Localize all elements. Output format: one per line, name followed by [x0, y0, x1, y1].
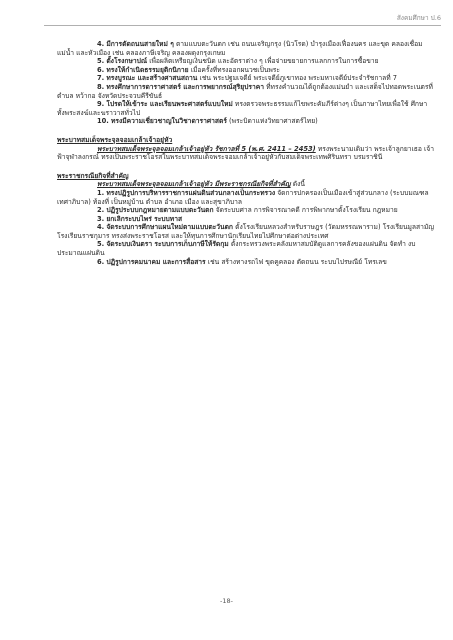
list-item: 8. ทรงศึกษาการดาราศาสตร์ และการพยากรณ์สุริยุปราคา ที่ทรงคำนวณได้ถูกต้องแม่นยำ และเสด็จไปทอดพระเนตรที่ตำบล หว้ากอ จังหวัดประจวบคีรีขันธ์ [57, 82, 433, 100]
list-item: 9. โปรดให้เข้าระ และเรียนพระศาสตร์แบบใหม่ ทรงตรวจพระธรรมแก้ไขพระคัมภีร์ต่างๆ เป็นภาษาไทยเพื่อใช้ ศึกษาทั้งพระสงฆ์และฆราวาสทั่วไป [57, 100, 428, 117]
list-item: 5. ตั้งโรงกษาปณ์ เพื่อผลิตเหรียญเงินชนิด และอัตราต่าง ๆ เพื่อจ่ายขยายการแลกการในการซื้อขาย [97, 57, 379, 66]
document-body [57, 40, 434, 266]
list-item: 3. ยกเลิกระบบไพร่ ระบบทาส [97, 214, 183, 223]
list-item: 1. ทรงปฏิรูปการบริหารราชการแผ่นดินส่วนกลางเป็นกระทรวง จัดการปกครองเป็นเมืองเข้าสู่ส่วนกลาง (ระบบมณฑลเทศาภิบาล) ท้องที่ เป็นหมู่บ้าน ตำบล อำเภอ เมือง และสุขาภิบาล [57, 188, 429, 206]
section-heading-duties: พระราชกรณียกิจที่สำคัญ [57, 171, 129, 180]
section-heading-king: พระบาทสมเด็จพระจุลจอมเกล้าเจ้าอยู่หัว [57, 135, 173, 144]
section1-list [57, 40, 434, 126]
biography-paragraph: พระบาทสมเด็จพระจุลจอมเกล้าเจ้าอยู่หัว รัชกาลที่ 5 (พ.ศ. 2411 – 2453) ทรงพระนามเดิมว่า พระเจ้าลูกยาเธอ เจ้าฟ้าจุฬาลงกรณ์ ทรงเป็นพระราชโอรสในพระบาทสมเด็จพระจอมเกล้าเจ้าอยู่หัวกับสมเด็จพระเทพศิรินทรา บรมราชินี [57, 144, 434, 162]
list-item: 2. ปฏิรูประบบกฎหมายตามแบบตะวันตก จัดระบบศาล การพิจารณาคดี การพิพากษาตั้งโรงเรียน กฎหมาย [97, 206, 398, 215]
list-item: 5. จัดระบบเงินตรา ระบบการเก็บภาษีให้รัดกุม ตั้งกระทรวงพระคลังมหาสมบัติดูแลการคลังของแผ่นดิน จัดทำ งบประมาณแผ่นดิน [57, 240, 416, 258]
list-item: 4. จัดระบบการศึกษาแผนใหม่ตามแบบตะวันตก ตั้งโรงเรียนหลวงสำหรับราษฎร (วัดมหรรณพาราม) โรงเรียนมูลสามัญ โรงเรียนราชกุมาร ทรงส่งพระราชโอรส และให้ทุนการศึกษานักเรียนไทยไปศึกษาต่อต่างประเทศ [57, 223, 434, 240]
header-rule [44, 25, 441, 26]
list-item: 6. ทรงให้กำเนิดธรรมยุติกนิกาย เมื่อครั้งที่ทรงออกผนวชเป็นพระ [97, 65, 280, 74]
duties-intro: พระบาทสมเด็จพระจุลจอมเกล้าเจ้าอยู่หัว มีพระราชกรณียกิจที่สำคัญ ดังนี้ [97, 180, 305, 189]
list-item: 10. ทรงมีความเชี่ยวชาญในวิชาดาราศาสตร์ (พระบิดาแห่งวิทยาศาสตร์ไทย) [97, 117, 318, 126]
list-item: 6. ปฏิรูปการคมนาคม และการสื่อสาร เช่น สร้างทางรถไฟ ขุดคูคลอง ตัดถนน ระบบไปรษณีย์ โทรเลข [97, 257, 387, 266]
section3-list [57, 189, 434, 266]
page-number: -18- [220, 597, 233, 605]
list-item: 7. ทรงบูรณะ และสร้างศาสนสถาน เช่น พระปฐมเจดีย์ พระเจดีย์ภูเขาทอง พระมหาเจดีย์ประจำรัชกาลที่ 7 [97, 74, 398, 83]
page-header: สังคมศึกษา ป.6 [396, 14, 441, 22]
list-item: 4. มีการตัดถนนสายใหม่ ๆ ตามแบบตะวันตก เช่น ถนนเจริญกรุง (นิวโรด) บำรุงเมืองเฟื่องนคร และขุด คลองเชื่อมแม่น้ำ และหัวเมือง เช่น คลองภาษีเจริญ คลองผดุงกรุงเกษม [57, 40, 423, 57]
